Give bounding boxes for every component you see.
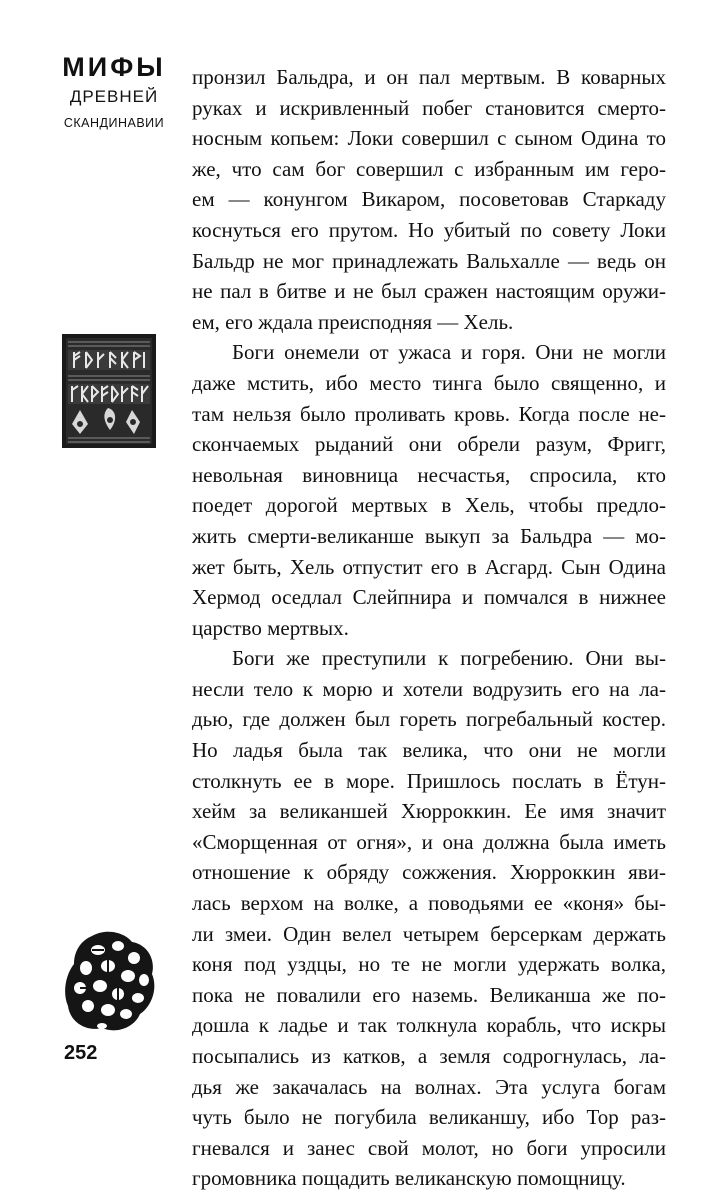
text-line: пронзил Бальдра, и он пал мертвым. В коварных bbox=[192, 65, 666, 89]
paragraph bbox=[192, 643, 666, 1194]
text-line: коня под уздцы, но те не могли удержать волка, bbox=[192, 952, 666, 977]
text-line: Хермод оседлал Слейпнира и помчался в нижнее bbox=[192, 585, 666, 610]
book-subtitle-line2: СКАНДИНАВИИ bbox=[63, 116, 165, 130]
text-line: несли тело к морю и хотели водрузить его на ла- bbox=[192, 676, 666, 701]
runic-stone-illustration-icon bbox=[60, 330, 158, 452]
text-line: посыпались из катков, а земля содрогнулась, ла- bbox=[192, 1044, 666, 1068]
text-line: «Сморщенная от огня», и она должна была иметь bbox=[192, 829, 666, 854]
text-line: царство мертвых. bbox=[192, 615, 349, 640]
body-text bbox=[192, 62, 666, 1194]
text-line: лась верхом на волке, а поводьями ее «коня» бы- bbox=[192, 891, 666, 916]
text-line: жет быть, Хель отпустит его в Асгард. Сын Одина bbox=[192, 554, 666, 579]
text-line: скончаемых рыданий они обрели разум, Фригг, bbox=[192, 432, 666, 457]
text-line: поедет дорогой мертвых в Хель, чтобы предло- bbox=[192, 493, 666, 518]
text-line: дошла к ладье и так толкнула корабль, что искры bbox=[192, 1013, 666, 1038]
knotwork-ornament-icon bbox=[62, 928, 158, 1036]
text-line: Бальдр не мог принадлежать Вальхалле — ведь он bbox=[192, 248, 666, 273]
text-line: даже мстить, ибо место тинга было священно, и bbox=[192, 370, 666, 395]
text-line: не пал в битве и не был сражен настоящим оружи- bbox=[192, 279, 666, 304]
text-line: ем, его ждала преисподняя — Хель. bbox=[192, 309, 514, 334]
paragraph bbox=[192, 62, 666, 337]
text-line: жить смерти-великанше выкуп за Бальдра — мо- bbox=[192, 523, 666, 548]
text-line: Боги онемели от ужаса и горя. Они не могли bbox=[232, 340, 666, 365]
running-header bbox=[58, 52, 170, 132]
text-line: хейм за великаншей Хюрроккин. Ее имя значит bbox=[192, 799, 666, 824]
text-line: руках и искривленный побег становится смерто- bbox=[192, 95, 666, 120]
text-line: громовника пощадить великанскую помощницу. bbox=[192, 1166, 626, 1191]
text-line: Боги же преступили к погребению. Они вы- bbox=[232, 646, 666, 671]
paragraph bbox=[192, 337, 666, 643]
text-line: коснуться его прутом. Но убитый по совету Локи bbox=[192, 217, 666, 242]
text-line: отношение к обряду сожжения. Хюрроккин яви- bbox=[192, 860, 666, 885]
text-line: ем — конунгом Викаром, посоветовав Старкаду bbox=[192, 187, 666, 212]
book-title: МИФЫ bbox=[62, 52, 166, 82]
book-subtitle-line1: ДРЕВНЕЙ bbox=[69, 87, 159, 106]
text-line: невольная виновница несчастья, спросила, кто bbox=[192, 462, 666, 487]
text-line: носным копьем: Локи совершил с сыном Одина то bbox=[192, 126, 666, 151]
text-line: пока не повалили его наземь. Великанша же по- bbox=[192, 982, 666, 1007]
text-line: чуть было не погубила великаншу, ибо Тор раз- bbox=[192, 1105, 666, 1130]
text-line: же, что сам бог совершил с избранным им геро- bbox=[192, 156, 666, 181]
text-line: столкнуть ее в море. Пришлось послать в Ётун- bbox=[192, 768, 666, 793]
text-line: гневался и занес свой молот, но боги упросили bbox=[192, 1135, 666, 1160]
text-line: Но ладья была так велика, что они не могли bbox=[192, 738, 666, 763]
text-line: дью, где должен был гореть погребальный костер. bbox=[192, 707, 666, 732]
text-line: ли змеи. Один велел четырем берсеркам держать bbox=[192, 921, 666, 946]
text-line: там нельзя было проливать кровь. Когда после не- bbox=[192, 401, 666, 426]
page-number: 252 bbox=[64, 1042, 98, 1064]
text-line: дья же закачалась на волнах. Эта услуга богам bbox=[192, 1074, 666, 1099]
